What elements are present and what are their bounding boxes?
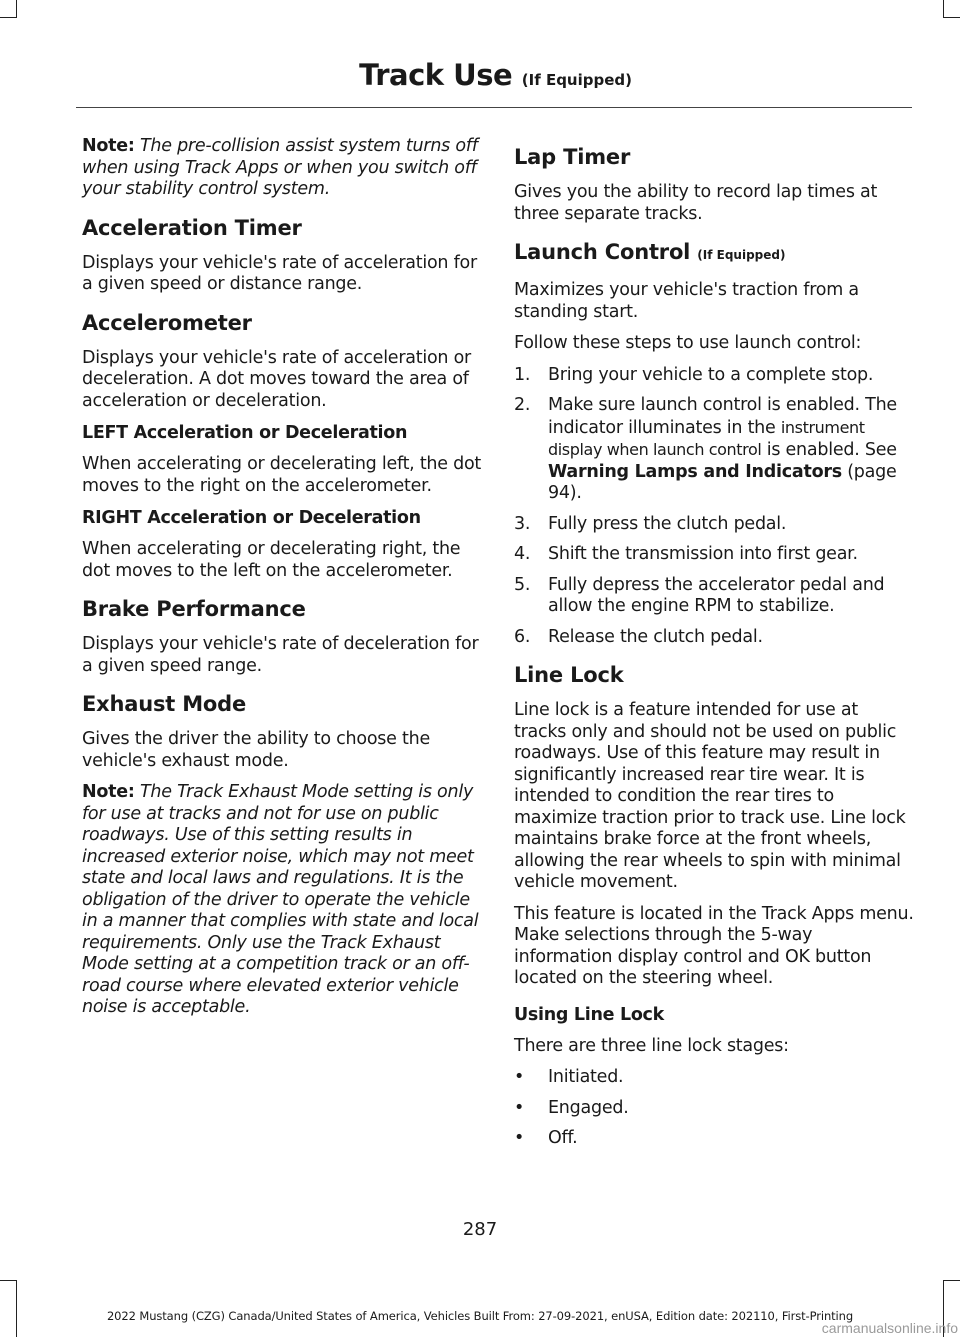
step-number: 6.: [514, 626, 531, 647]
heading-line-lock: Line Lock: [514, 663, 624, 687]
footer-edition-info: 2022 Mustang (CZG) Canada/United States of America, Vehicles Built From: 27-09-2021, enUSA, Edition date: 202110, First-Printing: [106, 1309, 854, 1323]
list-item: [514, 1128, 914, 1150]
para-using-line-lock: There are three line lock stages:: [514, 1035, 789, 1056]
step-text: Fully press the clutch pedal.: [548, 513, 787, 534]
note-label: Note:: [82, 782, 135, 802]
para-accelerometer: Displays your vehicle's rate of acceleration or deceleration. A dot moves toward the area of acceleration or deceleration.: [82, 347, 471, 411]
header-qualifier: (If Equipped): [521, 71, 632, 89]
crop-mark-bottom-right-h: [943, 1280, 960, 1281]
heading-lap-timer: Lap Timer: [514, 145, 631, 169]
heading-left-acceleration: LEFT Acceleration or Deceleration: [82, 423, 408, 443]
note-exhaust-mode: [82, 782, 482, 1019]
crop-mark-top-right: [943, 0, 944, 18]
step-number: 2.: [514, 395, 531, 415]
list-item: [514, 575, 914, 618]
para-line-lock-1: Line lock is a feature intended for use at tracks only and should not be used on public roadways. Use of this feature may result in significantly increased rear tire wear. It is intended to condition the rear tires to maximize traction prior to track use. Line lock maintains brake force at the front wheels, allowing the rear wheels to spin with minimal vehicle movement.: [514, 700, 906, 892]
stage-text: Off.: [548, 1128, 578, 1148]
para-acceleration-timer: Displays your vehicle's rate of acceleration for a given speed or distance range.: [82, 252, 477, 294]
launch-qualifier: (If Equipped): [697, 248, 786, 262]
left-column: [82, 136, 482, 1033]
crop-mark-top-left: [16, 0, 17, 18]
para-launch-1: Maximizes your vehicle's traction from a standing start.: [514, 280, 859, 322]
para-brake-performance: Displays your vehicle's rate of deceleration for a given speed range.: [82, 634, 479, 676]
line-lock-stages-list: [514, 1067, 914, 1150]
para-exhaust-mode: Gives the driver the ability to choose the vehicle's exhaust mode.: [82, 729, 430, 771]
list-item: [514, 514, 914, 536]
crop-mark-top-right-h: [943, 17, 960, 18]
bullet-marker: •: [514, 1067, 525, 1087]
launch-heading-text: Launch Control: [514, 240, 691, 264]
header-title-text: Track Use: [359, 58, 513, 92]
heading-brake-performance: Brake Performance: [82, 597, 306, 621]
stage-text: Initiated.: [548, 1067, 624, 1087]
note-text: The pre-collision assist system turns off when using Track Apps or when you switch off your stability control system.: [82, 136, 478, 199]
step-text: Release the clutch pedal.: [548, 626, 763, 647]
launch-steps-list: [514, 365, 914, 649]
step-number: 3.: [514, 513, 531, 534]
note-label: Note:: [82, 136, 135, 156]
list-item: [514, 1067, 914, 1089]
para-line-lock-2: This feature is located in the Track Apps menu. Make selections through the 5-way information display control and OK button located on the steering wheel.: [514, 903, 914, 988]
list-item: [514, 627, 914, 649]
note-pre-collision: [82, 136, 482, 201]
para-lap-timer: Gives you the ability to record lap times at three separate tracks.: [514, 182, 878, 224]
list-item: [514, 395, 914, 505]
page-reference: (page 94).: [548, 461, 897, 503]
crop-mark-bottom-left-h: [0, 1280, 17, 1281]
step-number: 1.: [514, 364, 531, 385]
para-launch-2: Follow these steps to use launch control:: [514, 333, 862, 353]
cross-reference-link[interactable]: Warning Lamps and Indicators: [548, 461, 842, 482]
right-column: [514, 136, 914, 1160]
step-number: 5.: [514, 574, 531, 595]
step-text: Fully depress the accelerator pedal and allow the engine RPM to stabilize.: [548, 574, 885, 616]
watermark: carmanualsonline.info: [821, 1320, 958, 1336]
heading-launch-control: [514, 239, 914, 268]
heading-acceleration-timer: Acceleration Timer: [82, 215, 302, 240]
list-item: [514, 1098, 914, 1120]
page-number: 287: [462, 1219, 498, 1240]
header-rule: [76, 107, 912, 108]
list-item: [514, 365, 914, 387]
list-item: [514, 544, 914, 566]
crop-mark-top-left-h: [0, 17, 17, 18]
page-header-title: [359, 58, 632, 92]
heading-right-acceleration: RIGHT Acceleration or Deceleration: [82, 508, 421, 528]
step-text-condensed: instrument display when launch control: [548, 417, 865, 459]
para-right-acceleration: When accelerating or decelerating right, the dot moves to the left on the accelerometer.: [82, 539, 461, 581]
bullet-marker: •: [514, 1097, 525, 1118]
stage-text: Engaged.: [548, 1097, 629, 1118]
para-left-acceleration: When accelerating or decelerating left, the dot moves to the right on the accelerometer.: [82, 454, 482, 496]
bullet-marker: •: [514, 1128, 525, 1148]
step-text: is enabled. See: [766, 440, 897, 460]
note-text: The Track Exhaust Mode setting is only for use at tracks and not for use on public roadways. Use of this setting results in increased exterior noise, which may not meet state and local laws and regulations. It is the obligation of the driver to operate the vehicle in a manner that complies with state and local requirements. Only use the Track Exhaust Mode setting at a competition track or an off-road course where elevated exterior vehicle noise is acceptable.: [82, 782, 479, 1017]
step-text: Bring your vehicle to a complete stop.: [548, 364, 874, 385]
heading-using-line-lock: Using Line Lock: [514, 1004, 664, 1025]
step-number: 4.: [514, 544, 531, 564]
heading-exhaust-mode: Exhaust Mode: [82, 692, 247, 716]
step-text: Shift the transmission into first gear.: [548, 544, 858, 564]
step-text: Make sure launch control is enabled. The indicator illuminates in the: [548, 395, 897, 438]
heading-accelerometer: Accelerometer: [82, 310, 252, 335]
